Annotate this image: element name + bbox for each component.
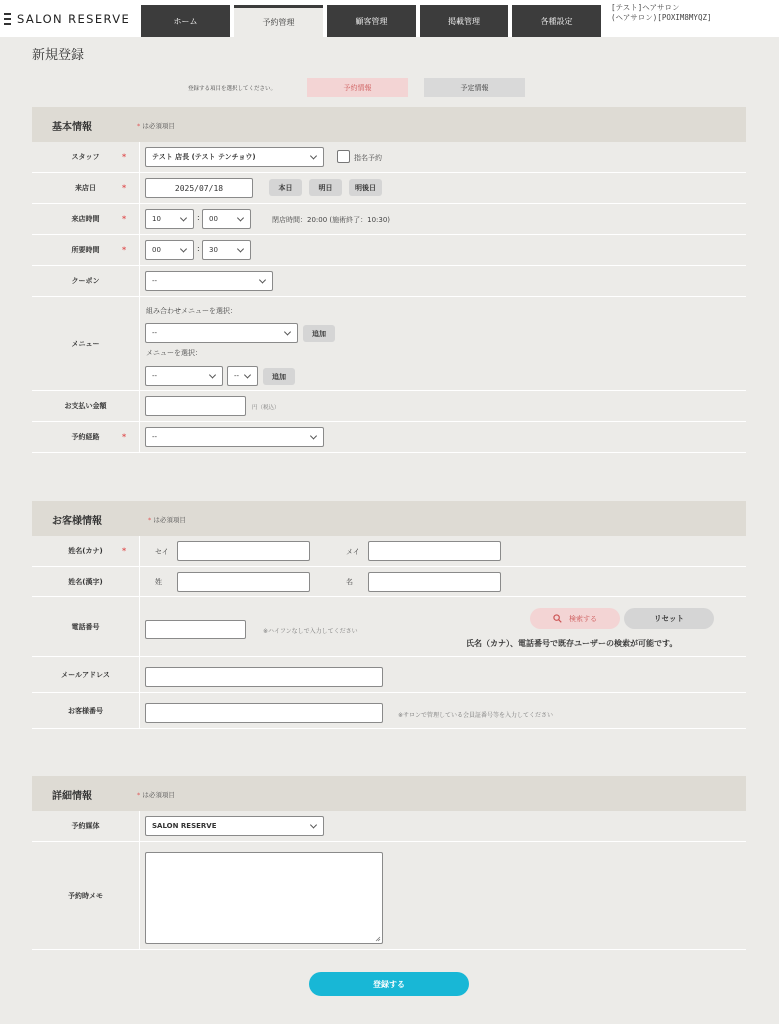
duration-colon: :: [197, 244, 200, 253]
search-note: 氏名（カナ）、電話番号で既存ユーザーの検索が可能です。: [466, 639, 678, 648]
salon-info: [611, 3, 712, 23]
name-kana-label: 姓名(カナ) *: [32, 536, 140, 566]
day-after-button[interactable]: 明後日: [349, 179, 382, 196]
mei-kanji-input[interactable]: [368, 572, 501, 592]
mei-kana-input[interactable]: [368, 541, 501, 561]
row-payment: [32, 391, 746, 422]
tomorrow-button[interactable]: 明日: [309, 179, 342, 196]
row-name-kanji: [32, 567, 746, 597]
sei-kanji-caption: 姓: [155, 578, 162, 586]
section-basic-title: 基本情報: [52, 122, 92, 133]
logo-mark-icon: [4, 13, 11, 25]
staff-select[interactable]: テスト 店長 (テスト テンチョウ): [145, 147, 324, 167]
section-customer-header: [32, 501, 746, 536]
phone-input[interactable]: [145, 620, 246, 639]
route-select[interactable]: --: [145, 427, 324, 447]
today-button[interactable]: 本日: [269, 179, 302, 196]
menu-qty-select[interactable]: --: [227, 366, 258, 386]
closing-time-note: 閉店時間：20:00 (施術終了：10:30): [272, 216, 391, 224]
tab-schedule-info[interactable]: 予定情報: [424, 78, 525, 97]
nominate-checkbox[interactable]: [337, 150, 350, 163]
salon-id: (ヘアサロン)[POXIM8MYQZ]: [611, 13, 712, 22]
row-memo: [32, 842, 746, 950]
add-menu-button[interactable]: 追加: [263, 368, 295, 385]
required-note: * は必須項目: [137, 122, 175, 130]
memo-label: 予約時メモ: [32, 842, 140, 949]
mei-kana-caption: メイ: [346, 548, 360, 556]
phone-hint: ※ハイフンなしで入力してください: [263, 628, 358, 635]
memo-textarea[interactable]: [145, 852, 383, 944]
payment-label: お支払い金額: [32, 391, 140, 421]
sei-kanji-input[interactable]: [177, 572, 310, 592]
menu-select[interactable]: --: [145, 366, 223, 386]
nav-tab-reservations[interactable]: 予約管理: [234, 5, 323, 37]
nominate-label: 指名予約: [354, 154, 382, 162]
section-basic-header: [32, 107, 746, 142]
visit-date-label: 来店日 *: [32, 173, 140, 203]
sei-kana-caption: セイ: [155, 548, 169, 556]
app-logo[interactable]: [4, 12, 130, 26]
nav-tab-customers[interactable]: 顧客管理: [327, 5, 416, 37]
section-detail-header: [32, 776, 746, 811]
row-staff: [32, 142, 746, 173]
section-detail-title: 詳細情報: [52, 791, 92, 802]
row-duration: [32, 235, 746, 266]
customer-no-input[interactable]: [145, 703, 383, 723]
search-button-label: 検索する: [569, 614, 597, 623]
visit-date-input[interactable]: 2025/07/18: [145, 178, 253, 198]
email-label: メールアドレス: [32, 657, 140, 692]
name-kanji-label: 姓名(漢字): [32, 567, 140, 596]
email-input[interactable]: [145, 667, 383, 687]
media-label: 予約媒体: [32, 811, 140, 841]
reset-button[interactable]: リセット: [624, 608, 714, 629]
nav-tab-home[interactable]: ホーム: [141, 5, 230, 37]
combo-menu-caption: 組み合わせメニューを選択：: [146, 307, 237, 315]
nav-tab-settings[interactable]: 各種設定: [512, 5, 601, 37]
top-header: [0, 0, 779, 37]
visit-time-label: 来店時間 *: [32, 204, 140, 234]
phone-label: 電話番号: [32, 597, 140, 656]
row-customer-no: [32, 693, 746, 729]
coupon-select[interactable]: --: [145, 271, 273, 291]
customer-no-hint: ※サロンで管理している会員証番号等を入力してください: [398, 712, 554, 719]
row-menu: [32, 297, 746, 391]
selector-prompt: 登録する項目を選択してください。: [188, 86, 277, 92]
row-route: [32, 422, 746, 453]
required-note: * は必須項目: [148, 516, 186, 524]
row-coupon: [32, 266, 746, 297]
page-title: 新規登録: [32, 48, 85, 63]
section-customer-title: お客様情報: [52, 516, 102, 527]
media-select[interactable]: SALON RESERVE: [145, 816, 324, 836]
add-combo-menu-button[interactable]: 追加: [303, 325, 335, 342]
visit-minute-select[interactable]: 00: [202, 209, 251, 229]
duration-label: 所要時間 *: [32, 235, 140, 265]
menu-label: メニュー: [32, 297, 140, 390]
row-visit-time: [32, 204, 746, 235]
payment-unit: 円（税込）: [252, 405, 280, 411]
row-phone: [32, 597, 746, 657]
duration-minute-select[interactable]: 30: [202, 240, 251, 260]
payment-input[interactable]: [145, 396, 246, 416]
combo-menu-select[interactable]: --: [145, 323, 298, 343]
submit-button[interactable]: 登録する: [309, 972, 469, 996]
staff-label: スタッフ *: [32, 142, 140, 172]
customer-no-label: お客様番号: [32, 693, 140, 728]
salon-name: [テスト]ヘアサロン: [611, 3, 680, 12]
tab-reservation-info[interactable]: 予約情報: [307, 78, 408, 97]
row-media: [32, 811, 746, 842]
row-email: [32, 657, 746, 693]
resize-handle-icon[interactable]: [375, 936, 381, 942]
visit-hour-select[interactable]: 10: [145, 209, 194, 229]
row-visit-date: [32, 173, 746, 204]
mei-kanji-caption: 名: [346, 578, 353, 586]
menu-caption: メニューを選択：: [146, 349, 202, 357]
search-icon: [553, 614, 562, 623]
search-button[interactable]: [530, 608, 620, 629]
route-label: 予約経路 *: [32, 422, 140, 452]
nav-tab-listings[interactable]: 掲載管理: [420, 5, 508, 37]
coupon-label: クーポン: [32, 266, 140, 296]
duration-hour-select[interactable]: 00: [145, 240, 194, 260]
row-name-kana: [32, 536, 746, 567]
sei-kana-input[interactable]: [177, 541, 310, 561]
logo-text: SALON RESERVE: [17, 12, 131, 26]
required-note: * は必須項目: [137, 791, 175, 799]
time-colon: :: [197, 213, 200, 222]
